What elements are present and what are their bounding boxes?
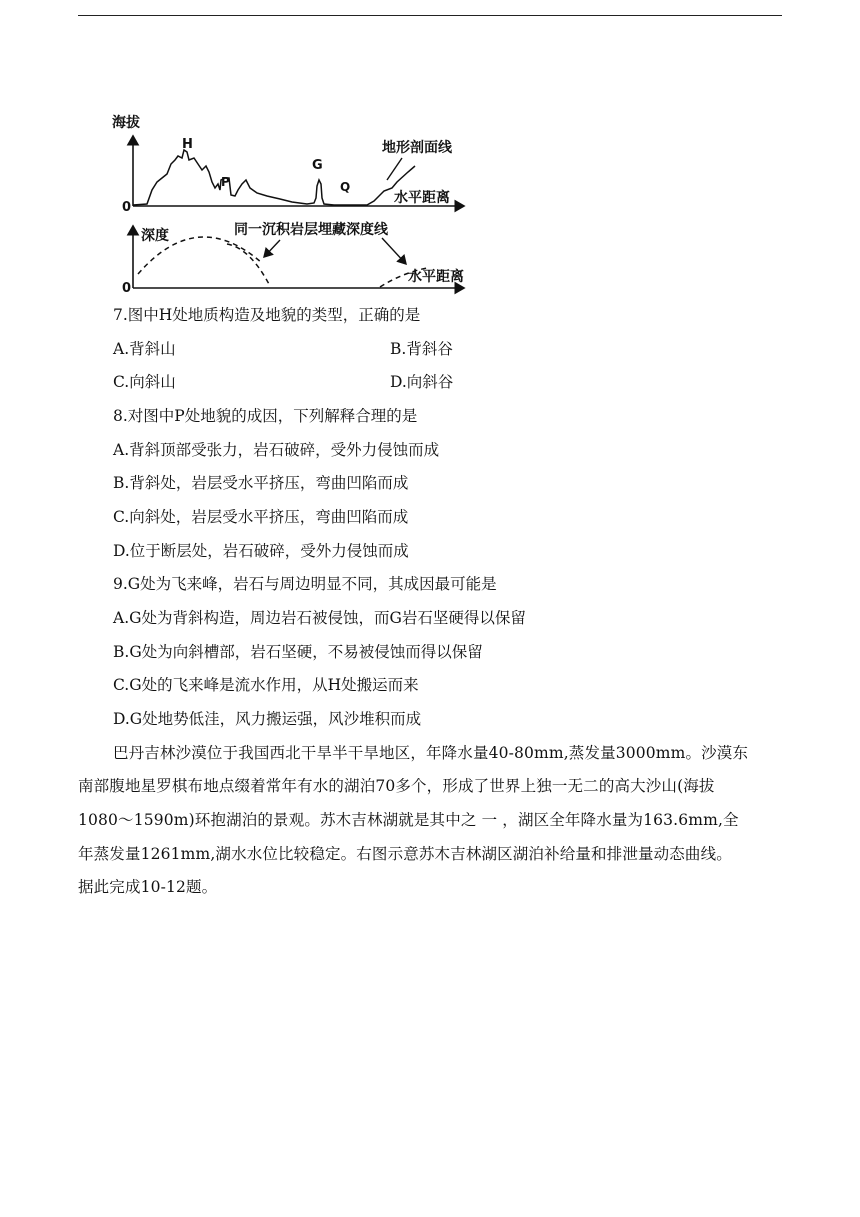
passage-line-4: 年蒸发量1261mm,湖水水位比较稳定。右图示意苏木吉林湖区湖泊补给量和排泄量动态曲线。	[78, 845, 732, 863]
bottom-axis-label: 深度	[141, 228, 169, 244]
question-7-option-b: B.背斜谷	[390, 340, 453, 358]
profile-label-pointer	[387, 158, 402, 180]
geologic-profile-figure	[112, 98, 482, 298]
question-8-stem: 8.对图中P处地貌的成因，下列解释合理的是	[113, 407, 418, 425]
passage-line-1: 巴丹吉林沙漠位于我国西北干旱半干旱地区，年降水量40-80mm,蒸发量3000mm。沙漠东	[113, 744, 749, 762]
passage-line-2: 南部腹地星罗棋布地点缀着常年有水的湖泊70多个，形成了世界上独一无二的高大沙山(海拔	[78, 777, 715, 795]
profile-line-label: 地形剖面线	[382, 140, 452, 156]
top-axis-label: 海拔	[112, 115, 140, 131]
question-9-option-b: B.G处为向斜槽部，岩石坚硬，不易被侵蚀而得以保留	[113, 643, 483, 661]
burial-depth-line-label: 同一沉积岩层埋藏深度线	[234, 222, 388, 238]
label-h: H	[182, 137, 193, 152]
burial-label-pointer-right	[382, 238, 406, 264]
question-7-stem: 7.图中H处地质构造及地貌的类型，正确的是	[113, 306, 421, 324]
question-9-option-c: C.G处的飞来峰是流水作用，从H处搬运而来	[113, 676, 419, 694]
burial-depth-curve-middle	[227, 244, 270, 286]
passage-line-3: 1080～1590m)环抱湖泊的景观。苏木吉林湖就是其中之 一 ，湖区全年降水量为163.6mm,全	[78, 811, 739, 829]
label-q: Q	[340, 180, 351, 194]
question-7-option-a: A.背斜山	[113, 340, 176, 358]
top-origin-label: 0	[122, 200, 132, 215]
profile-diagram	[112, 98, 482, 298]
label-p: P	[221, 175, 230, 189]
question-8-option-a: A.背斜顶部受张力，岩石破碎，受外力侵蚀而成	[113, 441, 440, 459]
top-horizontal-distance-label: 水平距离	[394, 190, 450, 206]
bottom-horizontal-distance-label: 水平距离	[408, 269, 464, 285]
terrain-profile-line	[133, 150, 415, 205]
question-9-option-a: A.G处为背斜构造，周边岩石被侵蚀，而G岩石坚硬得以保留	[113, 609, 526, 627]
question-7-option-d: D.向斜谷	[390, 373, 454, 391]
label-g: G	[312, 158, 323, 173]
question-8-option-d: D.位于断层处，岩石破碎，受外力侵蚀而成	[113, 542, 409, 560]
passage-line-5: 据此完成10-12题。	[78, 878, 218, 896]
question-9-option-d: D.G处地势低洼，风力搬运强，风沙堆积而成	[113, 710, 422, 728]
question-8-option-c: C.向斜处，岩层受水平挤压，弯曲凹陷而成	[113, 508, 409, 526]
question-8-option-b: B.背斜处，岩层受水平挤压，弯曲凹陷而成	[113, 474, 409, 492]
bottom-origin-label: 0	[122, 281, 132, 296]
question-7-option-c: C.向斜山	[113, 373, 176, 391]
question-9-stem: 9.G处为飞来峰，岩石与周边明显不同，其成因最可能是	[113, 575, 497, 593]
header-rule	[78, 15, 782, 16]
burial-label-pointer-left	[264, 240, 280, 257]
